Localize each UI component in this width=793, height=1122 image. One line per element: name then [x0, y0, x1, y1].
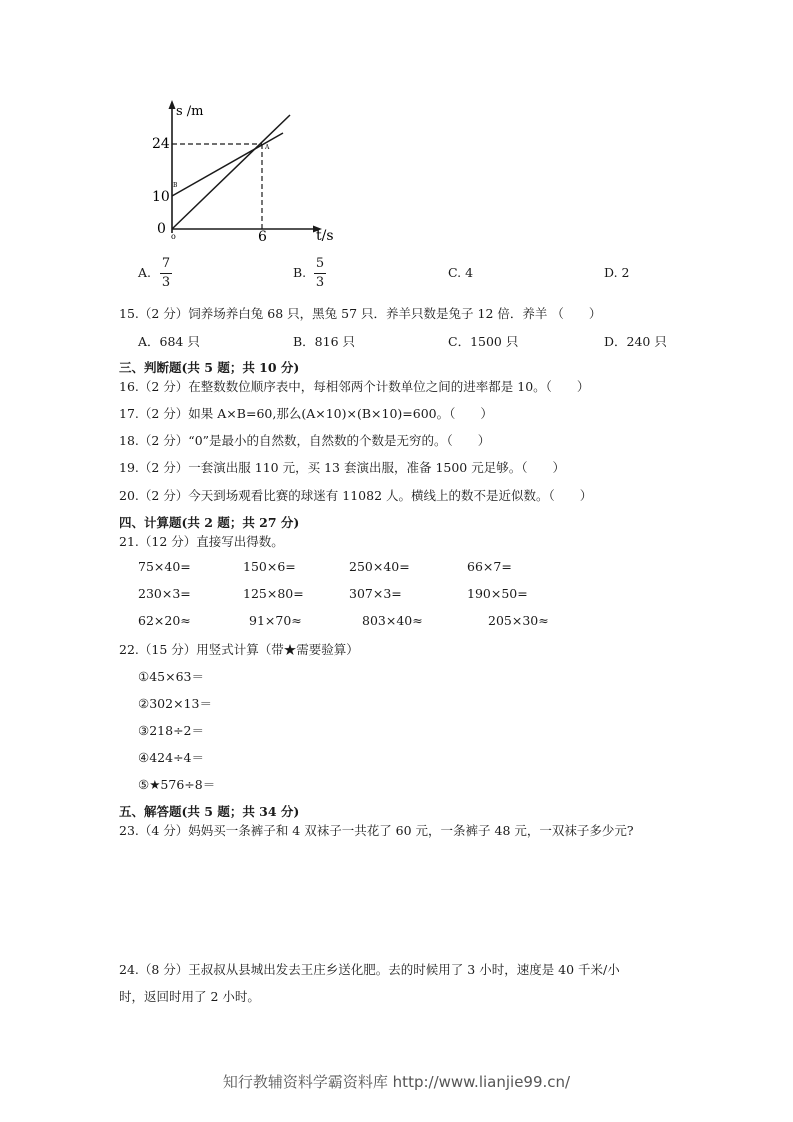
q15-option-d[interactable]: D．240 只	[604, 334, 667, 349]
calc-item: 250×40=	[349, 559, 410, 574]
calc-item: 190×50=	[467, 586, 528, 601]
point-b-label: B	[173, 182, 178, 189]
q15-option-b[interactable]: B．816 只	[293, 334, 356, 349]
option-letter: D.	[604, 265, 618, 280]
calc-item: 75×40=	[138, 559, 191, 574]
q14-option-b-letter[interactable]: B.	[293, 265, 307, 280]
question-22: 22.（15 分）用竖式计算（带★需要验算）	[119, 642, 359, 657]
vertical-calc-item: ④424÷4＝	[138, 750, 204, 765]
q15-option-c[interactable]: C．1500 只	[448, 334, 519, 349]
question-18: 18.（2 分）“0”是最小的自然数，自然数的个数是无穷的。（ ）	[119, 433, 491, 448]
section3-title: 三、判断题(共 5 题；共 10 分)	[119, 360, 300, 375]
question-24-line1: 24.（8 分）王叔叔从县城出发去王庄乡送化肥。去的时候用了 3 小时，速度是 40 千米/小	[119, 962, 620, 977]
fraction-bar	[160, 273, 172, 274]
q14-option-a-letter[interactable]: A.	[138, 265, 152, 280]
question-16: 16.（2 分）在整数数位顺序表中，每相邻两个计数单位之间的进率都是 10。（ ）	[119, 379, 590, 394]
q15-stem: 15.（2 分）饲养场养白兔 68 只，黑兔 57 只．养羊只数是兔子 12 倍．养羊 （ ）	[119, 306, 602, 321]
vertical-calc-item: ③218÷2＝	[138, 723, 204, 738]
fraction-bar	[314, 273, 326, 274]
question-23: 23.（4 分）妈妈买一条裤子和 4 双袜子一共花了 60 元，一条裤子 48 元，一双袜子多少元?	[119, 823, 634, 838]
calc-item: 125×80=	[243, 586, 304, 601]
question-21: 21.（12 分）直接写出得数。	[119, 534, 284, 549]
origin-label: o	[171, 232, 176, 241]
calc-item: 803×40≈	[362, 613, 423, 628]
distance-time-graph	[140, 95, 350, 245]
calc-item: 230×3=	[138, 586, 191, 601]
calc-item: 66×7=	[467, 559, 512, 574]
y-tick-10: 10	[152, 189, 170, 205]
q14-option-d[interactable]	[604, 265, 630, 280]
calc-item: 62×20≈	[138, 613, 191, 628]
question-24-line2: 时，返回时用了 2 小时。	[119, 989, 260, 1004]
q14-option-c[interactable]	[448, 265, 473, 280]
question-17: 17.（2 分）如果 A×B=60,那么(A×10)×(B×10)=600。（ ）	[119, 406, 493, 421]
question-19: 19.（2 分）一套演出服 110 元，买 13 套演出服，准备 1500 元足够。（ ）	[119, 460, 565, 475]
option-text: 4	[465, 265, 474, 280]
option-text: 2	[621, 265, 630, 280]
fraction-denominator: 3	[315, 275, 325, 290]
fraction-numerator: 7	[161, 256, 171, 271]
vertical-calc-item: ②302×13＝	[138, 696, 212, 711]
vertical-calc-item: ⑤★576÷8＝	[138, 777, 216, 792]
point-a-label: A	[265, 144, 270, 151]
fraction-numerator: 5	[315, 256, 325, 271]
footer-watermark: 知行教辅资料学霸资料库 http://www.lianjie99.cn/	[222, 1073, 571, 1091]
y-tick-0: 0	[157, 221, 166, 237]
question-20: 20.（2 分）今天到场观看比赛的球迷有 11082 人。横线上的数不是近似数。（ ）	[119, 488, 593, 503]
q14-option-a-fraction	[160, 256, 172, 291]
q15-option-a[interactable]: A．684 只	[138, 334, 200, 349]
fraction-denominator: 3	[161, 275, 171, 290]
x-tick-6: 6	[258, 229, 267, 245]
calc-item: 91×70≈	[249, 613, 302, 628]
y-tick-24: 24	[152, 136, 170, 152]
section4-title: 四、计算题(共 2 题；共 27 分)	[119, 515, 300, 530]
calc-item: 150×6=	[243, 559, 296, 574]
calc-item: 307×3=	[349, 586, 402, 601]
option-letter: C.	[448, 265, 462, 280]
y-axis-label: s /m	[176, 104, 204, 119]
calc-item: 205×30≈	[488, 613, 549, 628]
section5-title: 五、解答题(共 5 题；共 34 分)	[119, 804, 300, 819]
x-axis-label: t/s	[316, 228, 334, 244]
vertical-calc-item: ①45×63＝	[138, 669, 204, 684]
q14-option-b-fraction	[314, 256, 326, 291]
